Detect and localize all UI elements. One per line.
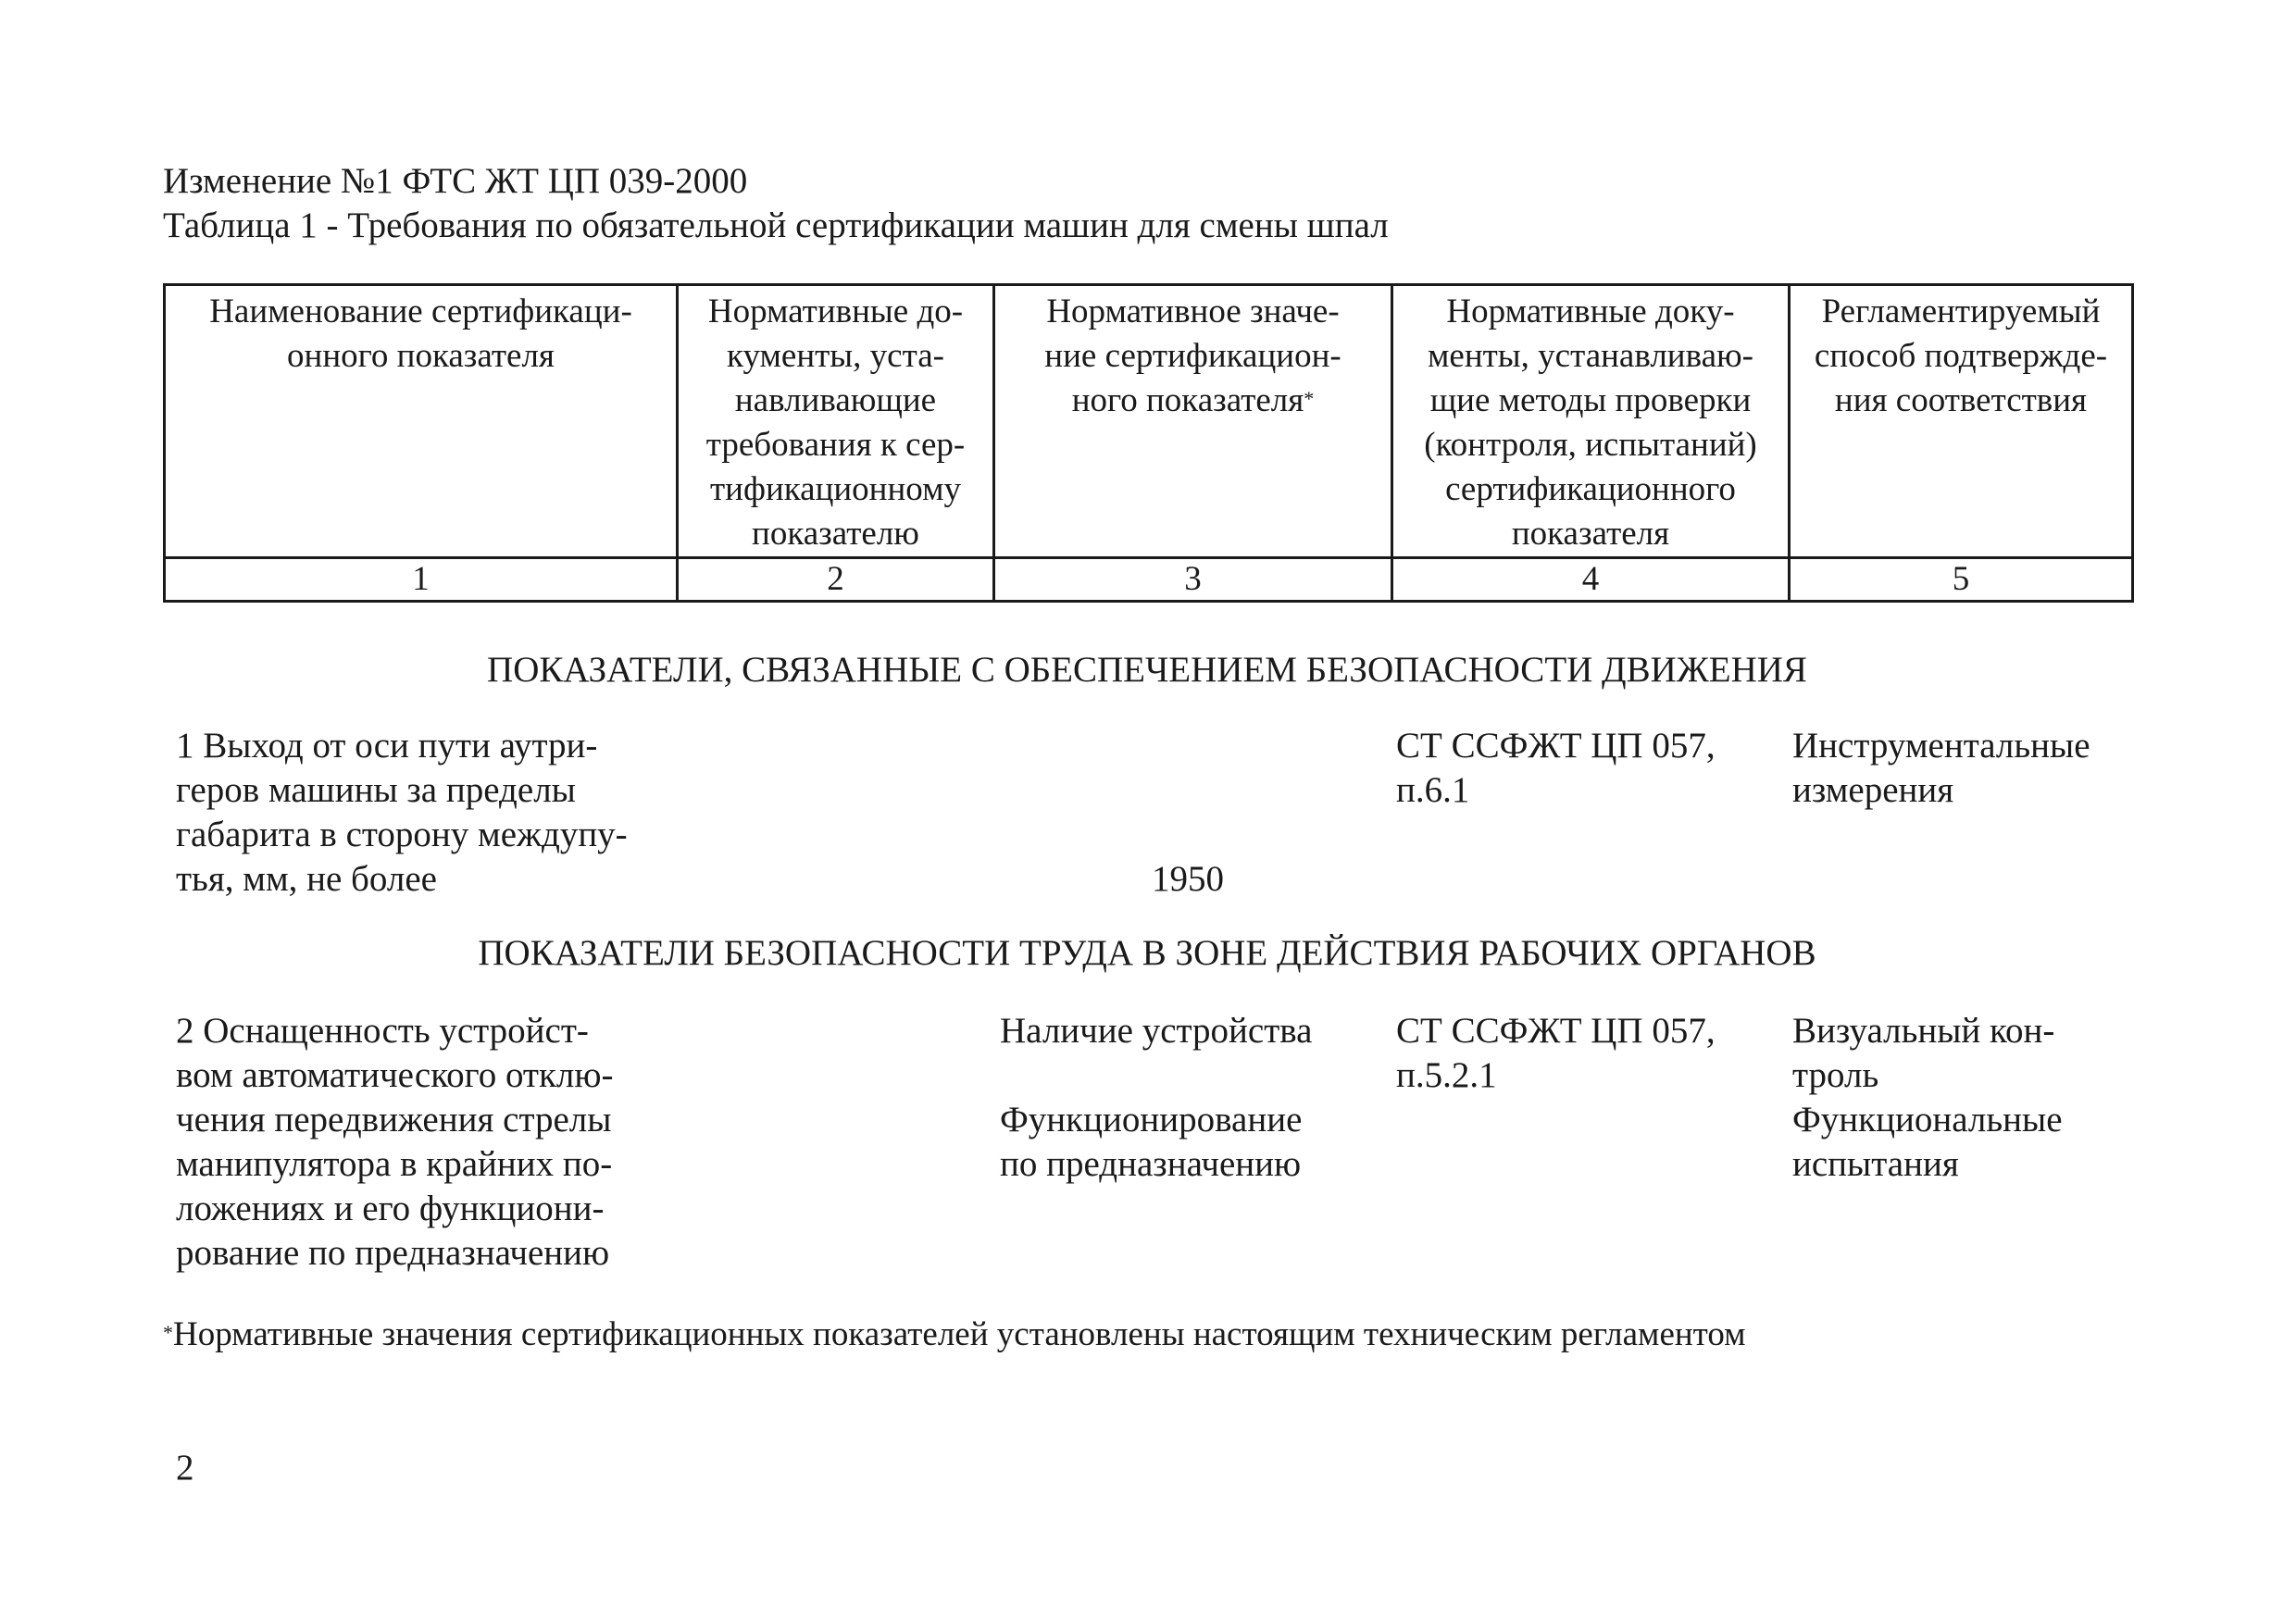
row-2-name: 2 Оснащенность устройст- вом автоматического отклю- чения передвижения стрелы манипулятора в крайних по- ложениях и его функциони- рование по предназначению: [176, 1011, 614, 1273]
column-number-3: 3: [994, 558, 1392, 602]
section-title-labor-safety: ПОКАЗАТЕЛИ БЕЗОПАСНОСТИ ТРУДА В ЗОНЕ ДЕЙСТВИЯ РАБОЧИХ ОРГАНОВ: [478, 933, 1816, 973]
footnote-text: Нормативные значения сертификационных показателей установлены настоящим техническим регламентом: [173, 1315, 1746, 1353]
column-number-5: 5: [1790, 558, 2133, 602]
column-number-2: 2: [678, 558, 994, 602]
page-number: 2: [176, 1448, 194, 1488]
column-header-2: Нормативные до- кументы, уста- навливающие требования к сер- тификационному показателю: [678, 285, 994, 558]
row-1-name: 1 Выход от оси пути аутри- геров машины за пределы габарита в сторону междупу- тья, мм, не более: [176, 726, 628, 899]
row-2-value: Наличие устройства Функционирование по предназначению: [1000, 1011, 1313, 1184]
column-header-1: Наименование сертификаци- онного показателя: [165, 285, 678, 558]
row-1-confirmation: Инструментальные измерения: [1792, 726, 2090, 810]
section-title-traffic-safety: ПОКАЗАТЕЛИ, СВЯЗАННЫЕ С ОБЕСПЕЧЕНИЕМ БЕЗОПАСНОСТИ ДВИЖЕНИЯ: [487, 650, 1807, 690]
column-header-5: Регламентируемый способ подтвержде- ния соответствия: [1790, 285, 2133, 558]
requirements-table-header: [163, 283, 2134, 603]
column-header-3-text: Нормативное значе- ние сертификацион- ного показателя: [1044, 293, 1341, 419]
column-numbers-row: [165, 558, 2133, 602]
column-number-1: 1: [165, 558, 678, 602]
row-2-confirmation: Визуальный кон- троль Функциональные испытания: [1792, 1011, 2063, 1184]
row-2-method-doc: СТ ССФЖТ ЦП 057, п.5.2.1: [1396, 1011, 1716, 1095]
change-notice: Изменение №1 ФТС ЖТ ЦП 039-2000: [163, 161, 748, 201]
row-1-value: 1950: [1152, 859, 1224, 899]
table-title: Таблица 1 - Требования по обязательной сертификации машин для смены шпал: [163, 205, 1389, 245]
column-header-3: [994, 285, 1392, 558]
footnote-mark: *: [1304, 387, 1315, 410]
footnote-star: *: [163, 1321, 173, 1344]
column-number-4: 4: [1392, 558, 1790, 602]
footnote: [163, 1313, 1746, 1357]
column-header-4: Нормативные доку- менты, устанавливаю- щие методы проверки (контроля, испытаний) сертификационного показателя: [1392, 285, 1790, 558]
row-1-method-doc: СТ ССФЖТ ЦП 057, п.6.1: [1396, 726, 1716, 810]
column-headers-row: [165, 285, 2133, 558]
